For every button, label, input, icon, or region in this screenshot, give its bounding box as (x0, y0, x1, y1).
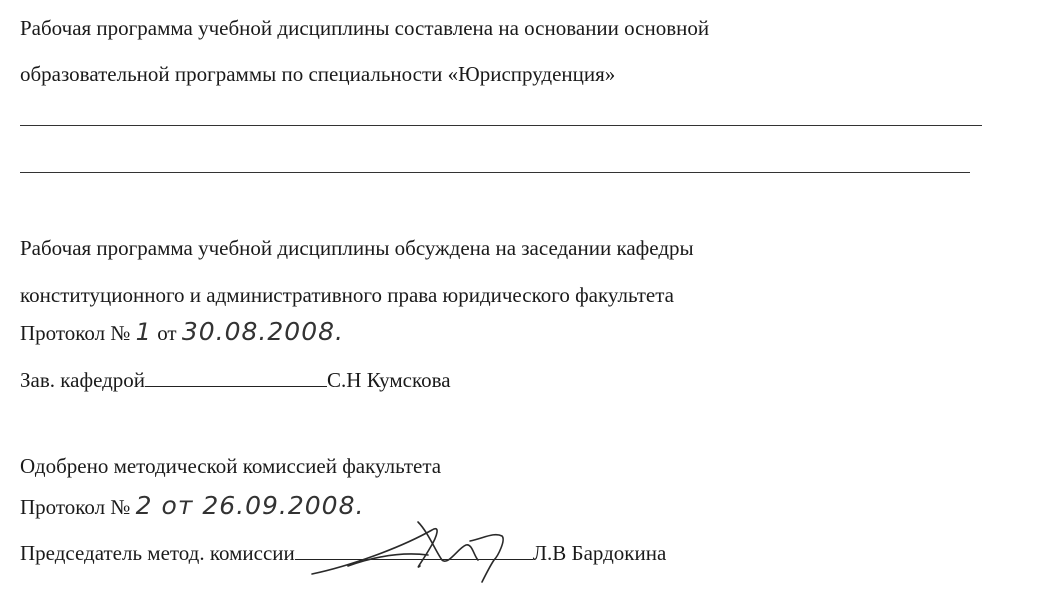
discussion-protocol-line (20, 317, 344, 346)
basis-line-2: образовательной программы по специальности «Юриспруденция» (20, 62, 616, 86)
approval-line-1: Одобрено методической комиссией факультета (20, 454, 442, 478)
discussion-line-1: Рабочая программа учебной дисциплины обсуждена на заседании кафедры (20, 236, 694, 260)
approval-protocol-line (20, 491, 365, 520)
chair-line (20, 541, 666, 565)
approval-protocol-label: Протокол № (20, 495, 131, 519)
chair-signature-blank (295, 541, 533, 560)
head-signature-blank (145, 368, 327, 387)
basis-line-1: Рабочая программа учебной дисциплины составлена на основании основной (20, 16, 710, 40)
protocol-number-handwritten: 1 (135, 318, 152, 346)
blank-rule-1 (20, 125, 982, 126)
chair-label: Председатель метод. комиссии (20, 541, 295, 565)
discussion-line-2: конституционного и административного права юридического факультета (20, 283, 674, 307)
protocol-date-handwritten: 30.08.2008. (181, 317, 344, 346)
head-label: Зав. кафедрой (20, 368, 146, 392)
head-name: С.Н Кумскова (327, 368, 451, 392)
blank-rule-2 (20, 172, 970, 173)
protocol-label: Протокол № (20, 321, 131, 345)
head-of-department-line (20, 368, 451, 392)
protocol-date-prefix: от (157, 321, 177, 345)
approval-protocol-handwritten: 2 от 26.09.2008. (135, 491, 365, 520)
chair-name: Л.В Бардокина (532, 541, 667, 565)
